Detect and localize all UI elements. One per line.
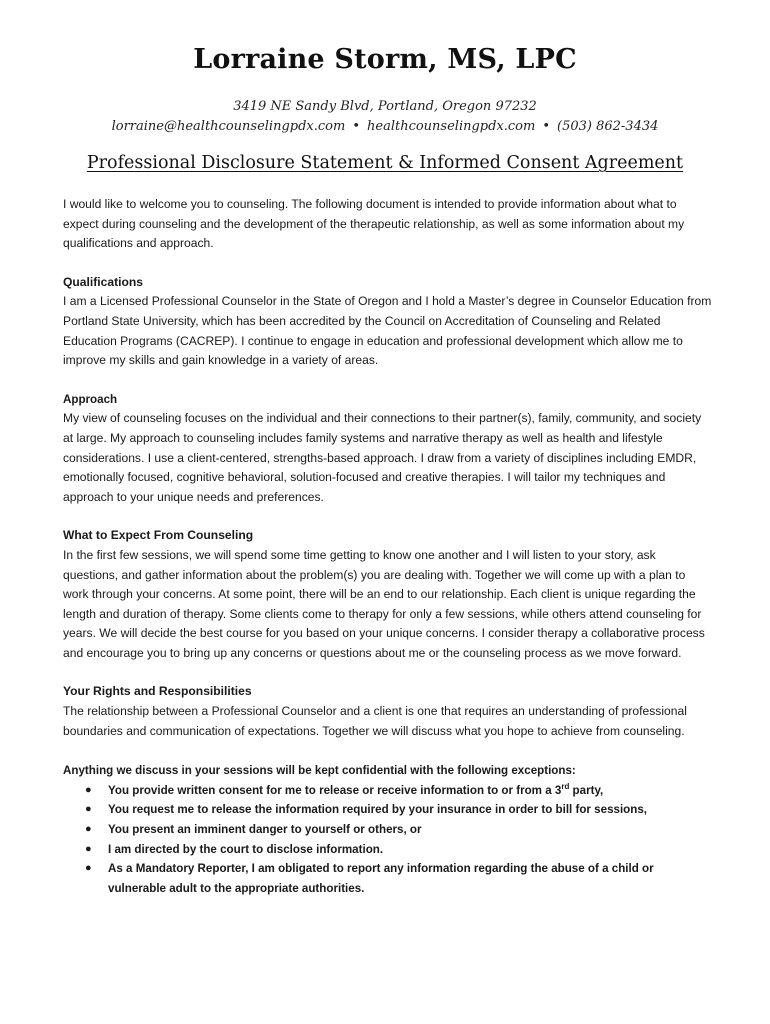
document-title-text: Professional Disclosure Statement & Informed Consent Agreement	[86, 153, 684, 173]
list-item-text: I am directed by the court to disclose information.	[108, 842, 384, 856]
contact-line	[0, 119, 770, 134]
bullet-icon: ●	[85, 842, 92, 855]
list-item	[63, 820, 713, 840]
author-name: Lorraine Storm, MS, LPC	[193, 44, 577, 75]
list-item	[63, 800, 713, 820]
bullet-icon: ●	[85, 862, 92, 875]
section-heading: Qualifications	[63, 274, 143, 289]
list-item-text: You provide written consent for me to release or receive information to or from a 3	[108, 783, 562, 797]
list-item-text: As a Mandatory Reporter, I am obligated to report any information regarding the abuse of a child or vulnerable adult to the appropriate authorities.	[108, 862, 654, 895]
section-qualifications	[63, 273, 713, 371]
list-item-text: You present an imminent danger to yourself or others, or	[108, 823, 422, 837]
section-heading: Approach	[63, 392, 118, 406]
list-item-text: party,	[569, 783, 604, 797]
list-item-text: You request me to release the information required by your insurance in order to bill for sessions,	[108, 803, 648, 817]
section-rights-responsibilities	[63, 682, 713, 741]
bullet-icon: ●	[85, 823, 92, 836]
section-heading: What to Expect From Counseling	[63, 528, 254, 543]
section-approach	[63, 390, 713, 508]
section-text: My view of counseling focuses on the individual and their connections to their partner(s), family, community, and society at large. My approach to counseling includes family systems and narrative therapy as well as health and lifestyle considerations. I use a client-centered, strengths-based approach. I draw from a variety of disciplines including EMDR, emotionally focused, cognitive behavioral, solution-focused and creative therapies. I will tailor my techniques and approach to your unique needs and preferences.	[63, 411, 702, 504]
email-link[interactable]: lorraine@healthcounselingpdx.com	[111, 119, 346, 134]
intro-paragraph: I would like to welcome you to counseling. The following document is intended to provide information about what to expect during counseling and the development of the therapeutic relationship, as well as some information about my qualifications and approach.	[63, 197, 685, 251]
section-text: I am a Licensed Professional Counselor in the State of Oregon and I hold a Master’s degree in Counselor Education from Portland State University, which has been accredited by the Council on Accreditation of Counseling and Related Education Programs (CACREP). I continue to engage in education and professional development which allow me to improve my skills and gain knowledge in a variety of areas.	[63, 294, 712, 368]
list-item	[63, 840, 713, 860]
ordinal-suffix: rd	[561, 781, 570, 791]
document-body	[63, 195, 713, 898]
confidentiality-exceptions-list	[63, 781, 713, 899]
section-what-to-expect	[63, 526, 713, 663]
bullet-icon: ●	[85, 803, 92, 816]
document-title	[0, 153, 770, 173]
section-heading: Your Rights and Responsibilities	[63, 684, 252, 699]
section-text: The relationship between a Professional Counselor and a client is one that requires an understanding of professional boundaries and communication of expectations. Together we will discuss what you hope to achieve from counseling.	[63, 704, 687, 738]
address-line: 3419 NE Sandy Blvd, Portland, Oregon 97232	[233, 99, 537, 114]
website-link[interactable]: healthcounselingpdx.com	[367, 119, 536, 134]
confidentiality-intro: Anything we discuss in your sessions will be kept confidential with the following exceptions:	[63, 764, 576, 778]
phone-number: (503) 862-3434	[557, 119, 659, 134]
list-item	[63, 859, 713, 898]
bullet-icon: ●	[85, 783, 92, 796]
separator-bullet: •	[542, 119, 551, 134]
list-item	[63, 781, 713, 801]
section-text: In the first few sessions, we will spend some time getting to know one another and I will listen to your story, ask questions, and gather information about the problem(s) you are dealing with. Together we will come up with a plan to work through your concerns. At some point, there will be an end to our relationship. Each client is unique regarding the length and duration of therapy. Some clients come to therapy for only a few sessions, while others attend counseling for years. We will decide the best course for you based on your unique concerns. I consider therapy a collaborative process and encourage you to bring up any concerns or questions about me or the counseling process as we move forward.	[63, 547, 705, 660]
separator-bullet: •	[352, 119, 360, 134]
